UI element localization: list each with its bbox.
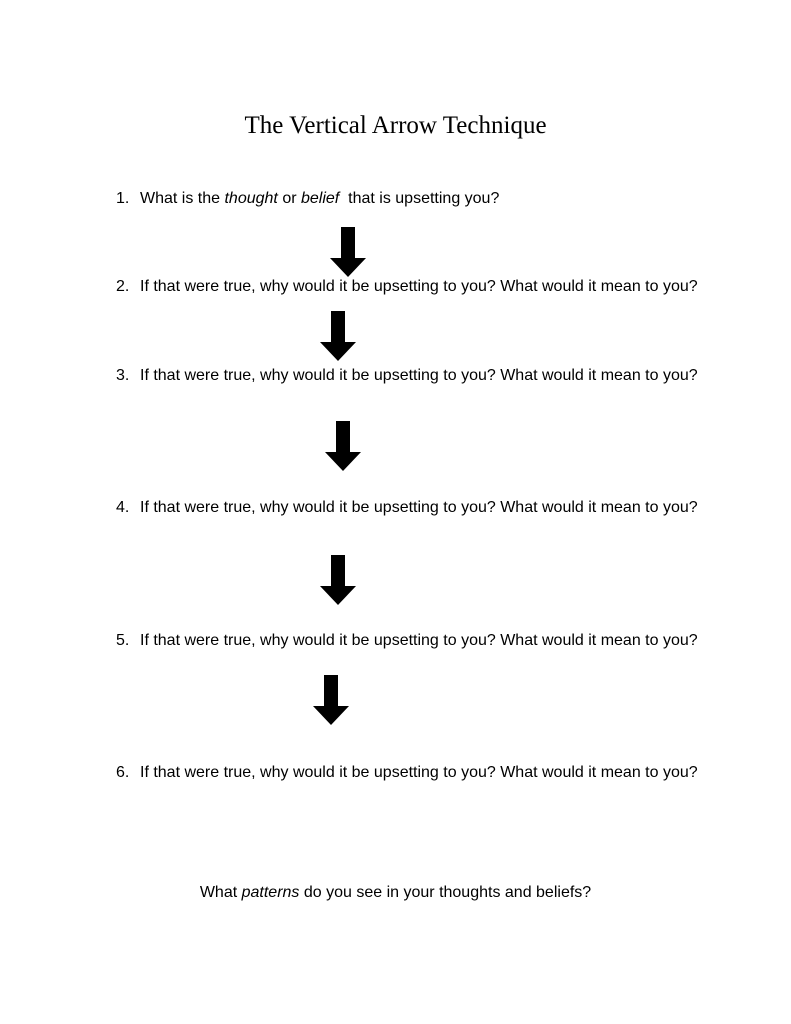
step-number: 4. xyxy=(116,499,130,516)
down-arrow-icon xyxy=(313,675,349,725)
down-arrow-icon xyxy=(320,555,356,605)
step-2 xyxy=(116,276,706,298)
step-3 xyxy=(116,365,706,387)
step-text: If that were true, why would it be upsetting to you? What would it mean to you? xyxy=(140,632,698,649)
step-5 xyxy=(116,630,706,652)
step-number: 1. xyxy=(116,190,130,207)
step-text: If that were true, why would it be upsetting to you? What would it mean to you? xyxy=(140,499,698,516)
step-1 xyxy=(116,188,706,210)
down-arrow-icon xyxy=(330,227,366,277)
step-number: 6. xyxy=(116,764,130,781)
down-arrow-icon xyxy=(325,421,361,471)
down-arrow-icon xyxy=(320,311,356,361)
closing-question: What patterns do you see in your thoughts and beliefs? xyxy=(199,884,592,901)
step-number: 3. xyxy=(116,367,130,384)
step-6 xyxy=(116,762,706,784)
step-4 xyxy=(116,497,706,519)
step-number: 5. xyxy=(116,632,130,649)
step-text: What is the thought or belief that is upsetting you? xyxy=(140,190,500,207)
emphasis-thought: thought xyxy=(224,190,278,207)
emphasis-belief: belief xyxy=(301,190,340,207)
step-text: If that were true, why would it be upsetting to you? What would it mean to you? xyxy=(140,367,698,384)
step-text: If that were true, why would it be upsetting to you? What would it mean to you? xyxy=(140,764,698,781)
page-title: The Vertical Arrow Technique xyxy=(244,112,547,139)
emphasis-patterns: patterns xyxy=(241,884,300,901)
step-text: If that were true, why would it be upsetting to you? What would it mean to you? xyxy=(140,278,698,295)
step-number: 2. xyxy=(116,278,130,295)
